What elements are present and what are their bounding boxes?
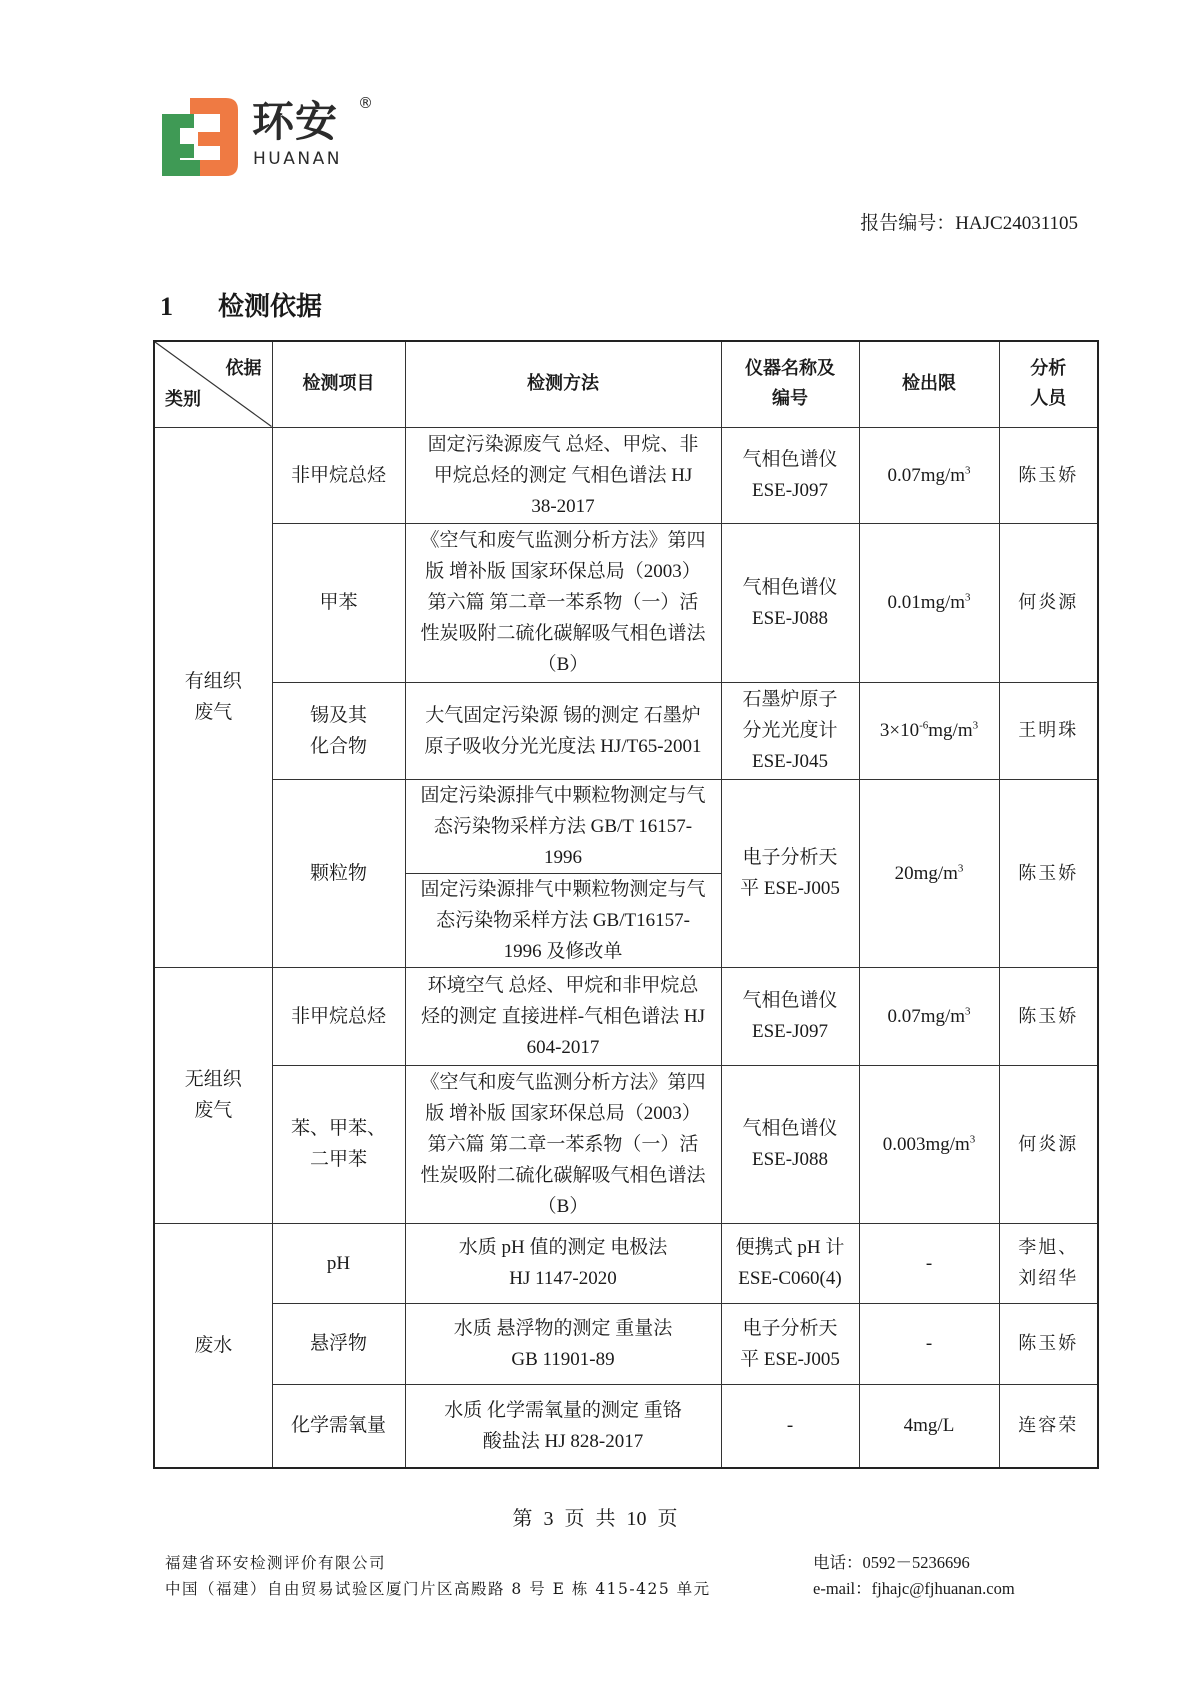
category-line2: 废气	[194, 702, 233, 723]
header-instrument-line2: 编号	[772, 388, 808, 410]
limit-prefix: 3×10	[879, 720, 920, 741]
header-basis-label: 依据	[225, 358, 262, 379]
item-cell: 化学需氧量	[272, 1384, 405, 1468]
analyst-cell: 连容荣	[999, 1384, 1098, 1468]
header-analyst-line2: 人员	[1030, 388, 1067, 410]
footer-contact-info	[813, 1550, 1015, 1602]
email-address: e-mail：fjhajc@fjhuanan.com	[813, 1579, 1015, 1598]
item-cell	[272, 1065, 405, 1223]
item-line1: 锡及其	[309, 704, 367, 726]
category-cell	[154, 427, 272, 967]
method-cell-b: 固定污染源排气中颗粒物测定与气态污染物采样方法 GB/T16157-1996 及修改单	[405, 873, 721, 967]
limit-exponent: 3	[972, 719, 979, 732]
table-row	[154, 779, 1098, 873]
instrument-line1: 石墨炉原子	[742, 689, 838, 710]
method-line1: 水质 悬浮物的测定 重量法	[453, 1317, 673, 1339]
method-line2: 酸盐法 HJ 828-2017	[482, 1430, 644, 1452]
category-cell	[154, 967, 272, 1223]
header-limit: 检出限	[859, 341, 999, 427]
limit-exponent: 3	[965, 591, 971, 604]
limit-value: mg/m	[928, 720, 973, 741]
huanan-logo-icon	[160, 98, 240, 176]
limit-value: 20mg/m	[894, 862, 958, 884]
instrument-cell	[721, 427, 859, 523]
instrument-cell	[721, 1303, 859, 1384]
instrument-line1: 气相色谱仪	[742, 449, 838, 470]
analyst-cell: 何炎源	[999, 523, 1098, 682]
limit-cell	[859, 779, 999, 967]
limit-exponent: 3	[969, 1133, 976, 1146]
instrument-line2: ESE-J088	[752, 607, 828, 629]
method-cell: 环境空气 总烃、甲烷和非甲烷总烃的测定 直接进样-气相色谱法 HJ 604-2017	[405, 967, 721, 1065]
analyst-cell: 陈玉娇	[999, 967, 1098, 1065]
limit-cell: 4mg/L	[859, 1384, 999, 1468]
diagonal-header-cell	[154, 341, 272, 427]
category-line1: 有组织	[184, 671, 242, 692]
instrument-cell	[721, 779, 859, 967]
instrument-line2: 平 ESE-J005	[740, 1348, 840, 1370]
item-line1: 苯、甲苯、	[290, 1118, 386, 1139]
item-line2: 化合物	[309, 735, 367, 757]
instrument-cell	[721, 1065, 859, 1223]
limit-cell	[859, 427, 999, 523]
instrument-cell	[721, 967, 859, 1065]
limit-cell: -	[859, 1303, 999, 1384]
instrument-cell	[721, 523, 859, 682]
method-cell: 固定污染源废气 总烃、甲烷、非甲烷总烃的测定 气相色谱法 HJ 38-2017	[405, 427, 721, 523]
header-analyst-line1: 分析	[1030, 358, 1067, 380]
section-number: 1	[160, 292, 173, 321]
report-number: 报告编号：HAJC24031105	[860, 213, 1078, 234]
analyst-cell: 陈玉娇	[999, 779, 1098, 967]
company-logo	[160, 96, 390, 178]
header-item: 检测项目	[272, 341, 405, 427]
instrument-line2: ESE-J097	[752, 480, 828, 501]
instrument-line2: 分光光度计	[742, 720, 838, 741]
analyst-cell: 何炎源	[999, 1065, 1098, 1223]
company-address: 中国（福建）自由贸易试验区厦门片区高殿路 8 号 E 栋 415-425 单元	[165, 1580, 711, 1598]
category-line2: 废气	[194, 1100, 233, 1121]
header-analyst	[999, 341, 1098, 427]
instrument-line1: 气相色谱仪	[742, 990, 838, 1011]
table-row	[154, 1223, 1098, 1303]
item-cell: pH	[272, 1223, 405, 1303]
table-row	[154, 1065, 1098, 1223]
instrument-line2: 平 ESE-J005	[740, 878, 840, 899]
method-cell: 《空气和废气监测分析方法》第四版 增补版 国家环保总局（2003）第六篇 第二章一苯系物（一）活性炭吸附二硫化碳解吸气相色谱法（B）	[405, 1065, 721, 1223]
limit-value: 0.07mg/m	[887, 1005, 966, 1027]
logo-chinese-text: 环安	[252, 97, 339, 146]
instrument-line1: 电子分析天	[742, 1317, 838, 1339]
limit-value: 0.01mg/m	[887, 592, 966, 613]
phone-number: 电话：0592－5236696	[813, 1553, 970, 1572]
header-category-label: 类别	[165, 388, 201, 410]
analyst-line1: 李旭、	[1018, 1237, 1079, 1258]
method-cell: 大气固定污染源 锡的测定 石墨炉原子吸收分光光度法 HJ/T65-2001	[405, 682, 721, 779]
limit-cell	[859, 967, 999, 1065]
table-row	[154, 523, 1098, 682]
instrument-cell	[721, 1223, 859, 1303]
table-row	[154, 682, 1098, 779]
analyst-line2: 刘绍华	[1018, 1268, 1079, 1289]
analyst-cell: 陈玉娇	[999, 1303, 1098, 1384]
registered-trademark-icon: ®	[358, 94, 373, 112]
header-instrument	[721, 341, 859, 427]
item-cell: 甲苯	[272, 523, 405, 682]
analyst-cell	[999, 1223, 1098, 1303]
limit-cell: -	[859, 1223, 999, 1303]
limit-power: -6	[919, 719, 929, 732]
limit-value: 0.003mg/m	[882, 1133, 970, 1155]
logo-english-text: HUANAN	[253, 149, 342, 169]
instrument-line2: ESE-C060(4)	[738, 1268, 842, 1289]
item-cell: 颗粒物	[272, 779, 405, 967]
instrument-line2: ESE-J088	[752, 1149, 828, 1170]
page-indicator: 第 3 页 共 10 页	[512, 1508, 678, 1530]
method-line1: 水质 化学需氧量的测定 重铬	[444, 1399, 682, 1421]
analyst-cell: 陈玉娇	[999, 427, 1098, 523]
limit-exponent: 3	[965, 1005, 971, 1018]
limit-cell	[859, 682, 999, 779]
table-row	[154, 967, 1098, 1065]
item-cell: 非甲烷总烃	[272, 967, 405, 1065]
method-cell	[405, 1303, 721, 1384]
method-line2: GB 11901-89	[511, 1348, 615, 1370]
method-line1: 水质 pH 值的测定 电极法	[458, 1237, 668, 1258]
limit-exponent: 3	[965, 464, 971, 477]
method-cell-a: 固定污染源排气中颗粒物测定与气态污染物采样方法 GB/T 16157-1996	[405, 779, 721, 873]
item-cell: 非甲烷总烃	[272, 427, 405, 523]
header-method: 检测方法	[405, 341, 721, 427]
section-title-text: 检测依据	[218, 292, 323, 322]
category-cell: 废水	[154, 1223, 272, 1468]
instrument-line1: 电子分析天	[742, 847, 838, 868]
analyst-cell: 王明珠	[999, 682, 1098, 779]
instrument-line2: ESE-J097	[752, 1021, 828, 1042]
limit-cell	[859, 1065, 999, 1223]
header-instrument-line1: 仪器名称及	[745, 358, 835, 380]
item-cell: 悬浮物	[272, 1303, 405, 1384]
method-cell	[405, 1384, 721, 1468]
instrument-cell: -	[721, 1384, 859, 1468]
method-cell	[405, 1223, 721, 1303]
category-line1: 无组织	[184, 1069, 242, 1090]
item-cell	[272, 682, 405, 779]
limit-exponent: 3	[957, 862, 964, 875]
section-title	[160, 286, 322, 323]
method-line2: HJ 1147-2020	[509, 1268, 617, 1289]
limit-value: 0.07mg/m	[887, 464, 966, 486]
table-row	[154, 1303, 1098, 1384]
instrument-line1: 气相色谱仪	[742, 1118, 838, 1139]
instrument-cell	[721, 682, 859, 779]
instrument-line1: 便携式 pH 计	[735, 1237, 845, 1258]
table-row	[154, 1384, 1098, 1468]
limit-cell	[859, 523, 999, 682]
item-line2: 二甲苯	[309, 1149, 367, 1170]
company-name: 福建省环安检测评价有限公司	[165, 1554, 387, 1572]
testing-basis-table	[153, 340, 1099, 1469]
method-cell: 《空气和废气监测分析方法》第四版 增补版 国家环保总局（2003）第六篇 第二章一苯系物（一）活性炭吸附二硫化碳解吸气相色谱法（B）	[405, 523, 721, 682]
table-header-row	[154, 341, 1098, 427]
table-row	[154, 427, 1098, 523]
instrument-line1: 气相色谱仪	[742, 576, 838, 598]
footer-company-info	[165, 1550, 711, 1602]
instrument-line3: ESE-J045	[752, 751, 828, 772]
